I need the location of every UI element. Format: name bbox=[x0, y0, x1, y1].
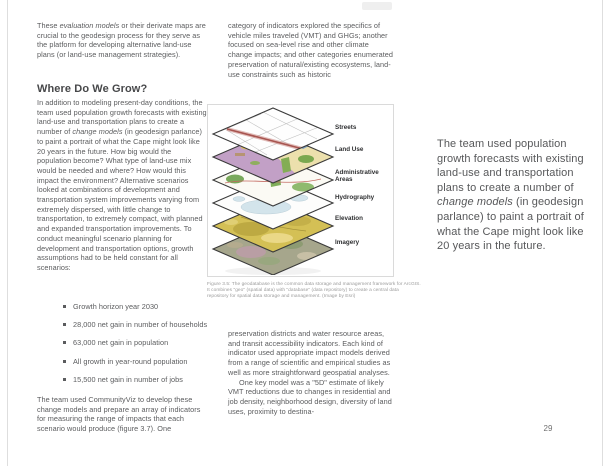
list-item bbox=[63, 338, 233, 348]
bullet-icon bbox=[63, 323, 66, 326]
layer-label-administrative-areas: Administrative Areas bbox=[335, 169, 379, 183]
layer-label-imagery: Imagery bbox=[335, 239, 360, 246]
list-item bbox=[63, 357, 233, 367]
list-item bbox=[63, 375, 233, 385]
left-paragraph-1: These evaluation models or their derivate maps are crucial to the geodesign process for they serve as the platform for developing alternative land-use plans (or land-use management strategies). bbox=[37, 21, 206, 60]
layer-label-elevation: Elevation bbox=[335, 215, 363, 222]
list-item-label: All growth in year-round population bbox=[73, 356, 188, 366]
bullet-icon bbox=[63, 305, 66, 308]
list-item-label: Growth horizon year 2030 bbox=[73, 302, 159, 311]
list-item-label: 28,000 net gain in number of households bbox=[73, 320, 208, 330]
list-item-label: 15,500 net gain in number of jobs bbox=[73, 374, 183, 384]
list-item bbox=[63, 320, 233, 330]
layer-stack-illustration bbox=[211, 107, 335, 275]
pull-quote: The team used population growth forecasts with existing land-use and transportation plans to create a number of change models (in geodesign parlance) to paint a portrait of what the Cape might look like 20 years in the future. bbox=[437, 138, 584, 253]
faded-header-mark bbox=[362, 2, 392, 10]
middle-paragraph-2: preservation districts and water resource areas, and transit accessibility indicators. Each kind of indicator used appropriate impact models derived from a range of scientific and empirical studies as well as more straightforward geospatial analyses. bbox=[228, 329, 391, 377]
layer-label-land-use: Land Use bbox=[335, 146, 364, 153]
middle-paragraph-3: One key model was a "5D" estimate of likely VMT reductions due to changes in residential and job density, neighborhood design, diversity of land uses, proximity to destina- bbox=[228, 377, 392, 416]
middle-paragraph-1: category of indicators explored the specifics of vehicle miles traveled (VMT) and GHGs; another focused on sea-level rise and other climate change impacts; and other categories enumerated preservation of natural/existing ecosystems, land-use constraints such as historic bbox=[228, 21, 394, 79]
bullet-icon bbox=[63, 378, 66, 381]
section-heading: Where Do We Grow? bbox=[37, 83, 148, 95]
left-paragraph-3: The team used CommunityViz to develop these change models and prepare an array of indicators for measuring the range of impacts that each scenario would produce (figure 3.7). One bbox=[37, 395, 201, 434]
page-edge-left bbox=[7, 0, 8, 466]
list-item-label: 63,000 net gain in population bbox=[73, 338, 169, 348]
bullet-icon bbox=[63, 341, 66, 344]
figure-caption: Figure 3.5: The geodatabase is the common data storage and management framework for ArcGIS. It combines "geo" (spatial data) with "database" (data repository) to create a central data repository for spatial data storage and management. (Image by Esri) bbox=[207, 282, 421, 299]
list-item bbox=[63, 302, 233, 312]
layer-label-streets: Streets bbox=[335, 124, 357, 131]
page-edge-right bbox=[602, 0, 603, 466]
bullet-icon bbox=[63, 360, 66, 363]
page-number: 29 bbox=[543, 424, 553, 433]
middle-lower-text bbox=[228, 329, 395, 416]
left-paragraph-2: In addition to modeling present-day conditions, the team used population growth forecasts with existing land-use and transportation plans to create a number of change models (in geodesign parlance) to paint a portrait of what the Cape might look like 20 years in the future. How big would the population become? What type of land-use mix would be needed and where? How would this impact the environment? Alternative scenarios looked at combinations of development and transportation system improvements varying from extremely dispersed, with little change to transportation, to extremely compact, with planned and expanded transportation improvements. To conduct meaningful scenario planning for development and transportation options, growth assumptions had to be held constant for all scenarios: bbox=[37, 98, 207, 272]
growth-assumptions-list bbox=[37, 302, 233, 393]
figure-gis-layer-stack bbox=[207, 104, 394, 277]
layer-label-hydrography: Hydrography bbox=[335, 194, 375, 201]
